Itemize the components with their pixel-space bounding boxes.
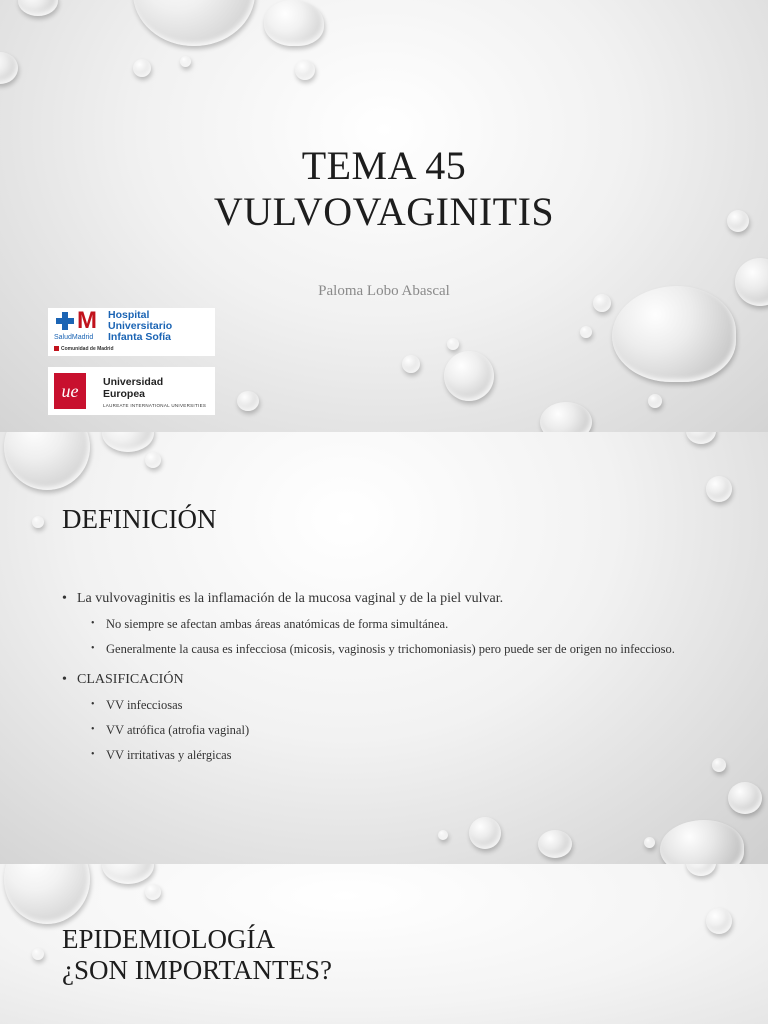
hospital-logo-line1: Hospital Universitario [108,309,173,332]
slide-heading [62,924,332,986]
university-logo-text [103,376,163,400]
water-drop [102,864,154,884]
water-drop [447,338,459,350]
title-line-2: VULVOVAGINITIS [213,189,555,234]
author-subtitle: Paloma Lobo Abascal [318,283,450,299]
water-drop [102,432,154,452]
salud-madrid-text: SaludMadrid [54,334,94,341]
water-drop [580,326,592,338]
water-drop [18,0,58,16]
bullet-icon: • [91,724,95,735]
list-item [62,590,712,608]
madrid-flag-icon [54,346,59,351]
definition-content [62,590,712,770]
bullet-icon: • [91,699,95,710]
slide-title [0,0,768,432]
water-drop [644,837,655,848]
water-drop [237,391,259,411]
university-logo-line2: Europea [103,388,146,400]
water-drop [660,820,744,864]
water-drop [32,948,44,960]
list-item [62,671,712,689]
hospital-logo [48,308,215,356]
university-logo-line1: Universidad [103,376,164,388]
water-drop [145,452,161,468]
water-drop [402,355,420,373]
water-drop [648,394,662,408]
water-drop [706,476,732,502]
bullet-icon: • [91,749,95,760]
list-item-text: VV infecciosas [106,698,183,712]
slide-heading: DEFINICIÓN [62,504,217,534]
water-drop [32,516,44,528]
water-drop [133,59,151,77]
water-drop [133,0,255,46]
list-item [62,720,712,740]
water-drop [295,60,315,80]
list-item-text: No siempre se afectan ambas áreas anatómicas de forma simultánea. [106,617,449,631]
list-item [62,695,712,715]
bullet-icon: • [62,591,67,606]
water-drop [712,758,726,772]
heading-line-1: EPIDEMIOLOGÍA [62,924,275,954]
list-item [62,639,712,659]
water-drop [728,782,762,814]
water-drop [264,0,324,46]
list-item-text: Generalmente la causa es infecciosa (micosis, vaginosis y trichomoniasis) pero puede ser de origen no infeccioso. [106,642,675,656]
hospital-logo-text [108,310,215,343]
comunidad-madrid-text [54,346,114,352]
water-drop [538,830,572,858]
bullet-icon: • [91,643,95,654]
hospital-logo-line2: Infanta Sofía [108,331,172,343]
water-drop [4,432,90,490]
comunidad-madrid-label: Comunidad de Madrid [61,346,114,352]
list-item-text: La vulvovaginitis es la inflamación de la mucosa vaginal y de la piel vulvar. [77,591,504,606]
slide-epidemiologia [0,864,768,1024]
list-item [62,745,712,765]
water-drop [469,817,501,849]
slide-definicion [0,432,768,864]
list-item [62,614,712,634]
water-drop [438,830,448,840]
bullet-icon: • [62,672,67,687]
list-item-text: CLASIFICACIÓN [77,672,184,687]
water-drop [540,402,592,432]
water-drop [145,884,161,900]
list-item-text: VV atrófica (atrofia vaginal) [106,723,250,737]
laureate-text: LAUREATE INTERNATIONAL UNIVERSITIES [103,403,207,408]
water-drop [180,56,191,67]
water-drop [4,864,90,924]
bullet-icon: • [91,618,95,629]
slide-title-text [0,143,768,235]
water-drop [0,52,18,84]
heading-line-2: ¿SON IMPORTANTES? [62,955,332,985]
water-drop [444,351,494,401]
water-drop [612,286,736,382]
hospital-logo-letter: M [77,307,97,334]
list-item-text: VV irritativas y alérgicas [106,748,232,762]
water-drop [706,908,732,934]
water-drop [686,864,716,876]
medical-cross-icon [56,312,74,330]
university-mark: ue [54,373,86,409]
university-logo [48,367,215,415]
title-line-1: TEMA 45 [301,143,467,188]
water-drop [686,432,716,444]
